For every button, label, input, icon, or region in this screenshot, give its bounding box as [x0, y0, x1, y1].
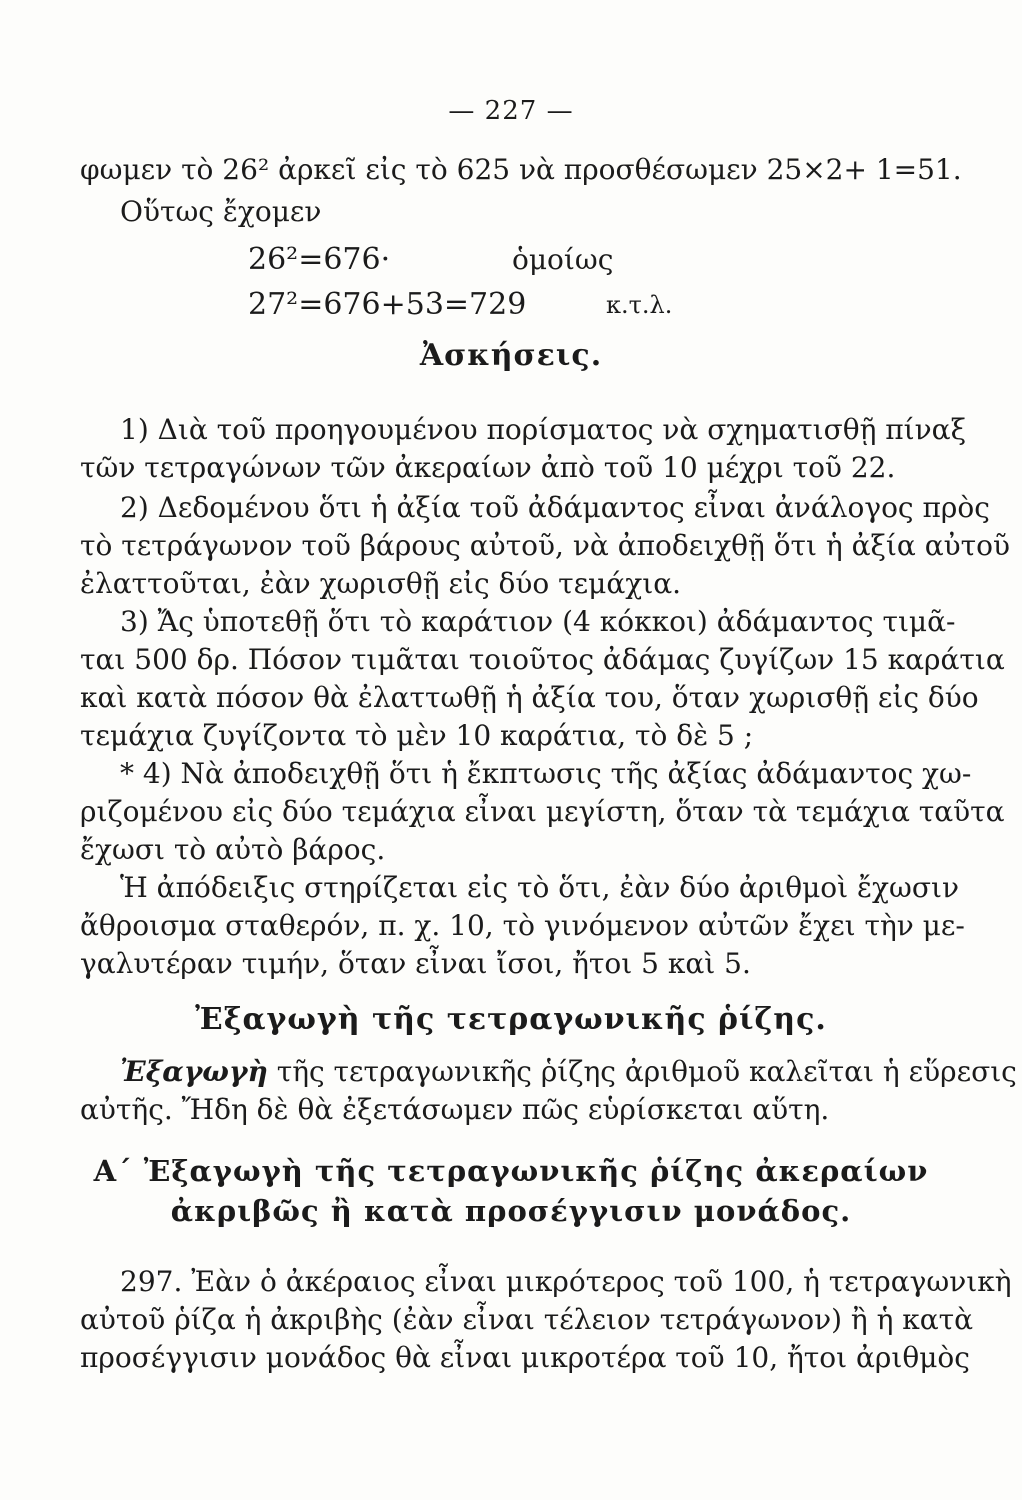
exercise-line: ἔχωσι τὸ αὐτὸ βάρος. [80, 833, 386, 866]
section-heading-line-2: ἀκριβῶς ἢ κατὰ προσέγγισιν μονάδος. [170, 1194, 852, 1228]
page-number: — 227 — [448, 96, 574, 126]
paragraph-297-line: αὐτοῦ ῥίζα ἡ ἀκριβὴς (ἐὰν εἶναι τέλειον τετράγωνον) ἢ ἡ κατὰ [80, 1303, 974, 1336]
exercise-line: 1) Διὰ τοῦ προηγουμένου πορίσματος νὰ σχηματισθῇ πίναξ [120, 413, 967, 446]
exercise-line: * 4) Νὰ ἀποδειχθῇ ὅτι ἡ ἔκπτωσις τῆς ἀξίας ἀδάμαντος χω- [120, 757, 972, 790]
section-heading-line-1: Α΄ Ἐξαγωγὴ τῆς τετραγωνικῆς ῥίζης ἀκεραίων [93, 1154, 929, 1188]
paragraph-297-line: προσέγγισιν μονάδος θὰ εἶναι μικροτέρα τοῦ 10, ἤτοι ἀριθμὸς [80, 1341, 970, 1374]
equation-1-note: ὁμοίως [512, 243, 614, 276]
exercise-line: ἄθροισμα σταθερόν, π. χ. 10, τὸ γινόμενον αὐτῶν ἔχει τὴν με- [80, 909, 965, 942]
exercise-line: ται 500 δρ. Πόσον τιμᾶται τοιοῦτος ἀδάμας ζυγίζων 15 καράτια [80, 643, 1005, 676]
definition-text: τῆς τετραγωνικῆς ῥίζης ἀριθμοῦ καλεῖται ἡ εὕρεσις [267, 1055, 1017, 1088]
exercise-line: τὸ τετράγωνον τοῦ βάρους αὐτοῦ, νὰ ἀποδειχθῇ ὅτι ἡ ἀξία αὐτοῦ [80, 529, 1011, 562]
exercises-heading: Ἀσκήσεις. [419, 338, 603, 373]
exercise-line: Ἡ ἀπόδειξις στηρίζεται εἰς τὸ ὅτι, ἐὰν δύο ἀριθμοὶ ἔχωσιν [120, 871, 959, 904]
exercise-line: 3) Ἄς ὑποτεθῇ ὅτι τὸ καράτιον (4 κόκκοι) ἀδάμαντος τιμᾶ- [120, 605, 956, 638]
equation-1: 26²=676· [248, 242, 391, 277]
exercise-line: 2) Δεδομένου ὅτι ἡ ἀξία τοῦ ἀδάμαντος εἶναι ἀνάλογος πρὸς [120, 491, 990, 524]
definition-term: Ἐξαγωγὴ [120, 1055, 268, 1088]
exercise-line: καὶ κατὰ πόσον θὰ ἐλαττωθῇ ἡ ἀξία του, ὅταν χωρισθῇ εἰς δύο [80, 681, 979, 714]
exercise-line: ριζομένου εἰς δύο τεμάχια εἶναι μεγίστη, ὅταν τὰ τεμάχια ταῦτα [80, 795, 1005, 828]
intro-line-1: φωμεν τὸ 26² ἀρκεῖ εἰς τὸ 625 νὰ προσθέσωμεν 25×2+ 1=51. [80, 153, 962, 186]
exercise-line: τεμάχια ζυγίζοντα τὸ μὲν 10 καράτια, τὸ δὲ 5 ; [80, 719, 754, 752]
exercise-line: ἐλαττοῦται, ἐὰν χωρισθῇ εἰς δύο τεμάχια. [80, 567, 682, 600]
equation-2: 27²=676+53=729 [248, 287, 527, 322]
intro-line-2: Οὕτως ἔχομεν [120, 195, 322, 228]
definition-line-2: αὐτῆς. Ἤδη δὲ θὰ ἐξετάσωμεν πῶς εὑρίσκεται αὕτη. [80, 1093, 830, 1126]
equation-2-note: κ.τ.λ. [606, 291, 673, 319]
exercise-line: τῶν τετραγώνων τῶν ἀκεραίων ἀπὸ τοῦ 10 μέχρι τοῦ 22. [80, 451, 896, 484]
exercise-line: γαλυτέραν τιμήν, ὅταν εἶναι ἴσοι, ἤτοι 5 καὶ 5. [80, 947, 751, 980]
definition-line-1 [120, 1052, 1017, 1092]
paragraph-297-line: 297. Ἐὰν ὁ ἀκέραιος εἶναι μικρότερος τοῦ 100, ἡ τετραγωνικὴ [120, 1265, 1012, 1298]
extraction-heading: Ἐξαγωγὴ τῆς τετραγωνικῆς ῥίζης. [195, 1002, 827, 1037]
